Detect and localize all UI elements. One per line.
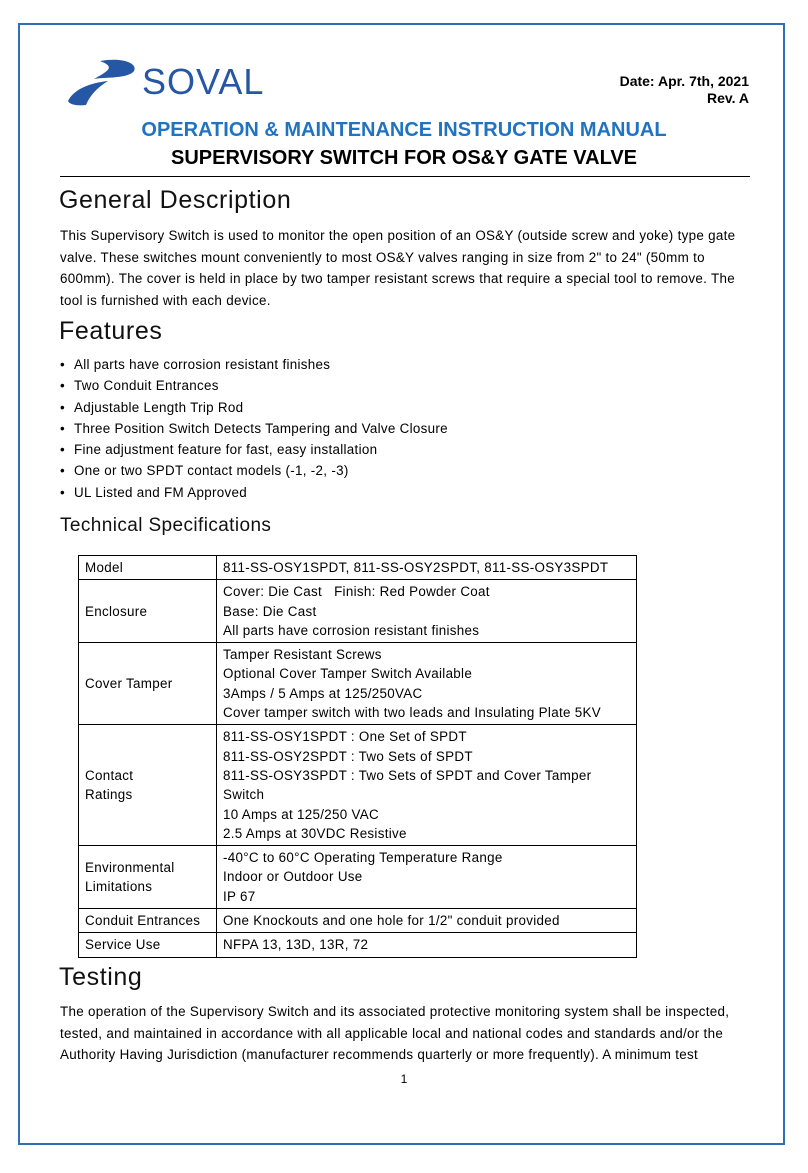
spec-value: 3Amps / 5 Amps at 125/250VAC (223, 685, 423, 701)
list-item (60, 439, 448, 460)
spec-value: Cover: Die Cast Finish: Red Powder Coat (223, 584, 490, 600)
list-item (60, 375, 448, 396)
bullet-icon: • (60, 399, 65, 415)
spec-value: All parts have corrosion resistant finishes (223, 622, 480, 638)
page-number: 1 (400, 1072, 408, 1086)
feature-text: Adjustable Length Trip Rod (74, 399, 244, 415)
spec-value: Cover tamper switch with two leads and Insulating Plate 5KV (223, 705, 601, 721)
spec-value: One Knockouts and one hole for 1/2" conduit provided (223, 913, 560, 929)
spec-label-cell (79, 846, 217, 909)
spec-value: Optional Cover Tamper Switch Available (223, 666, 473, 682)
spec-label-cell (79, 580, 217, 643)
spec-value: Base: Die Cast (223, 603, 317, 619)
table-row (79, 643, 637, 725)
spec-value: 2.5 Amps at 30VDC Resistive (223, 825, 407, 841)
spec-label: Service Use (85, 937, 161, 953)
table-row (79, 580, 637, 643)
bullet-icon: • (60, 442, 65, 458)
spec-label: Limitations (85, 879, 153, 895)
spec-value-cell (217, 725, 637, 846)
manual-title: OPERATION & MAINTENANCE INSTRUCTION MANUAL (141, 119, 667, 141)
spec-value-cell (217, 643, 637, 725)
feature-text: Two Conduit Entrances (74, 378, 219, 394)
spec-label: Model (85, 560, 123, 575)
technical-specifications-heading: Technical Specifications (60, 515, 272, 536)
testing-text (60, 1001, 750, 1066)
testing-heading: Testing (59, 963, 143, 991)
document-date: Date: Apr. 7th, 2021 (619, 73, 749, 89)
features-heading: Features (59, 317, 163, 345)
list-item (60, 460, 448, 481)
bullet-icon: • (60, 484, 65, 500)
bullet-icon: • (60, 378, 65, 394)
list-item (60, 354, 448, 375)
spec-label: Environmental (85, 859, 175, 875)
specifications-table (78, 555, 637, 958)
features-list (60, 354, 448, 503)
spec-value: 811-SS-OSY1SPDT, 811-SS-OSY2SPDT, 811-SS-OSY3SPDT (223, 560, 609, 575)
spec-value-cell (217, 846, 637, 909)
logo-swoosh-upper (94, 60, 135, 79)
spec-label-cell (79, 643, 217, 725)
document-meta (620, 73, 749, 107)
feature-text: Fine adjustment feature for fast, easy installation (74, 442, 378, 458)
list-item (60, 418, 448, 439)
table-row (79, 556, 637, 580)
bullet-icon: • (60, 463, 65, 479)
feature-text: All parts have corrosion resistant finishes (74, 357, 331, 372)
paragraph-line: tested, and maintained in accordance with all applicable local and national codes and standards and/or the (60, 1025, 724, 1041)
spec-label-cell (79, 933, 217, 957)
spec-value-cell (217, 909, 637, 933)
paragraph-line: valve. These switches mount conveniently to most OS&Y valves ranging in size from 2" to 24" (50mm to (60, 249, 705, 265)
spec-value-cell (217, 933, 637, 957)
spec-label: Ratings (85, 787, 133, 803)
spec-value: 811-SS-OSY3SPDT : Two Sets of SPDT and Cover Tamper Switch (223, 767, 592, 803)
spec-value: NFPA 13, 13D, 13R, 72 (223, 937, 369, 953)
table-row (79, 846, 637, 909)
spec-label-cell (79, 725, 217, 846)
paragraph-line: This Supervisory Switch is used to monitor the open position of an OS&Y (outside screw and yoke) type gate (60, 228, 736, 243)
spec-value: IP 67 (223, 888, 256, 904)
list-item (60, 482, 448, 503)
spec-value: 811-SS-OSY1SPDT : One Set of SPDT (223, 729, 467, 745)
spec-value: 10 Amps at 125/250 VAC (223, 806, 379, 822)
general-description-heading: General Description (59, 186, 292, 214)
spec-label: Enclosure (85, 603, 148, 619)
paragraph-line: Authority Having Jurisdiction (manufacturer recommends quarterly or more frequently). A minimum test (60, 1047, 699, 1062)
spec-label: Conduit Entrances (85, 913, 201, 929)
document-subtitle: SUPERVISORY SWITCH FOR OS&Y GATE VALVE (171, 147, 637, 169)
list-item (60, 397, 448, 418)
general-description-text (60, 225, 750, 311)
feature-text: Three Position Switch Detects Tampering and Valve Closure (74, 420, 448, 436)
spec-label: Cover Tamper (85, 676, 173, 692)
spec-label-cell (79, 556, 217, 580)
title-divider (60, 176, 750, 177)
spec-value: Indoor or Outdoor Use (223, 869, 363, 885)
bullet-icon: • (60, 420, 65, 436)
table-row (79, 725, 637, 846)
document-revision: Rev. A (706, 90, 749, 106)
logo-swoosh-lower (68, 81, 108, 105)
bullet-icon: • (60, 357, 65, 372)
feature-text: UL Listed and FM Approved (74, 484, 247, 500)
brand-wordmark: SOVAL (142, 61, 265, 102)
spec-value: 811-SS-OSY2SPDT : Two Sets of SPDT (223, 748, 473, 764)
spec-label-cell (79, 909, 217, 933)
table-row (79, 933, 637, 957)
paragraph-line: 600mm). The cover is held in place by two tamper resistant screws that require a special tool to remove. The (60, 271, 735, 286)
spec-value: Tamper Resistant Screws (223, 647, 382, 663)
spec-value-cell (217, 580, 637, 643)
spec-value-cell (217, 556, 637, 580)
feature-text: One or two SPDT contact models (-1, -2, -3) (74, 463, 349, 479)
paragraph-line: The operation of the Supervisory Switch and its associated protective monitoring system shall be inspected, (60, 1004, 730, 1019)
paragraph-line: tool is furnished with each device. (60, 292, 271, 308)
spec-label: Contact (85, 767, 134, 783)
spec-value: -40°C to 60°C Operating Temperature Range (223, 850, 503, 866)
table-row (79, 909, 637, 933)
